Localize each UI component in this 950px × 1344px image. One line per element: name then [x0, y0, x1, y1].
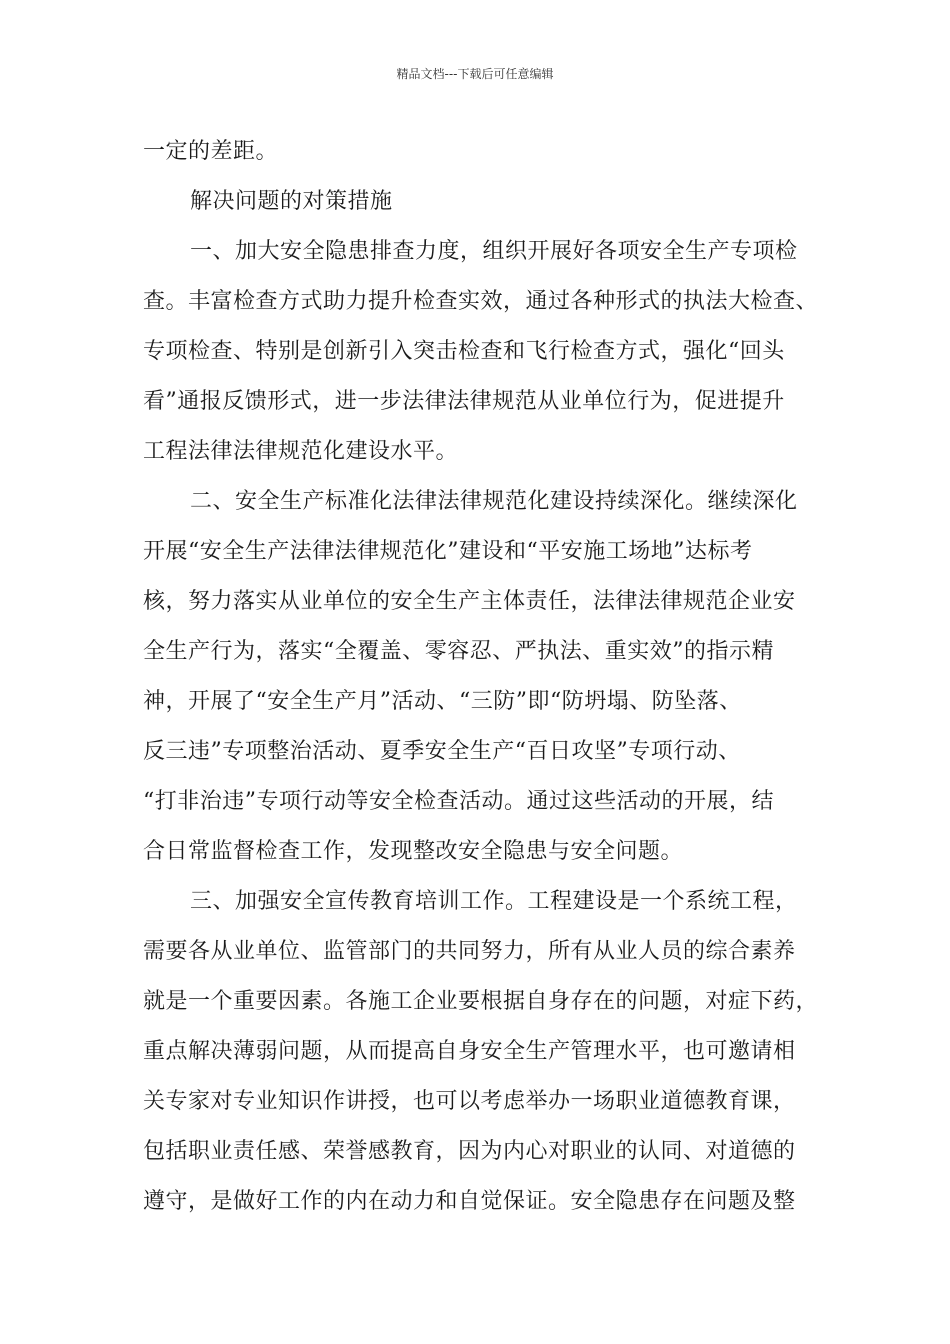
paragraph-line: 包括职业责任感、荣誉感教育，因为内心对职业的认同、对道德的 [143, 1139, 796, 1164]
paragraph-line: 合日常监督检查工作，发现整改安全隐患与安全问题。 [143, 839, 684, 864]
paragraph-line: 一定的差距。 [143, 139, 279, 164]
paragraph-line: 专项检查、特别是创新引入突击检查和飞行检查方式，强化“回头 [143, 339, 785, 364]
paragraph-line: 就是一个重要因素。各施工企业要根据自身存在的问题，对症下药， [143, 989, 819, 1014]
paragraph-line: 全生产行为，落实“全覆盖、零容忍、严执法、重实效”的指示精 [143, 639, 774, 664]
paragraph-line: 查。丰富检查方式助力提升检查实效，通过各种形式的执法大检查、 [143, 289, 819, 314]
paragraph-line: 需要各从业单位、监管部门的共同努力，所有从业人员的综合素养 [143, 939, 796, 964]
paragraph-line: 三、加强安全宣传教育培训工作。工程建设是一个系统工程， [190, 889, 798, 914]
paragraph-line: 工程法律法律规范化建设水平。 [143, 439, 459, 464]
paragraph-line: 二、安全生产标准化法律法律规范化建设持续深化。继续深化 [190, 489, 798, 514]
paragraph-line: 神，开展了“安全生产月”活动、“三防”即“防坍塌、防坠落、 [143, 689, 742, 714]
paragraph-line: 解决问题的对策措施 [190, 189, 393, 214]
paragraph-line: 一、加大安全隐患排查力度，组织开展好各项安全生产专项检 [190, 239, 798, 264]
paragraph-line: 开展“安全生产法律法律规范化”建设和“平安施工场地”达标考 [143, 539, 753, 564]
paragraph-line: 关专家对专业知识作讲授，也可以考虑举办一场职业道德教育课， [143, 1089, 796, 1114]
paragraph-line: 遵守，是做好工作的内在动力和自觉保证。安全隐患存在问题及整 [143, 1189, 796, 1214]
paragraph-line: “打非治违”专项行动等安全检查活动。通过这些活动的开展，结 [143, 789, 774, 814]
paragraph-line: 反三违”专项整治活动、夏季安全生产“百日攻坚”专项行动、 [143, 739, 741, 764]
paragraph-line: 核，努力落实从业单位的安全生产主体责任，法律法律规范企业安 [143, 589, 796, 614]
paragraph-line: 重点解决薄弱问题，从而提高自身安全生产管理水平，也可邀请相 [143, 1039, 796, 1064]
paragraph-line: 看”通报反馈形式，进一步法律法律规范从业单位行为，促进提升 [143, 389, 785, 414]
page-header: 精品文档---下载后可任意编辑 [396, 67, 554, 81]
